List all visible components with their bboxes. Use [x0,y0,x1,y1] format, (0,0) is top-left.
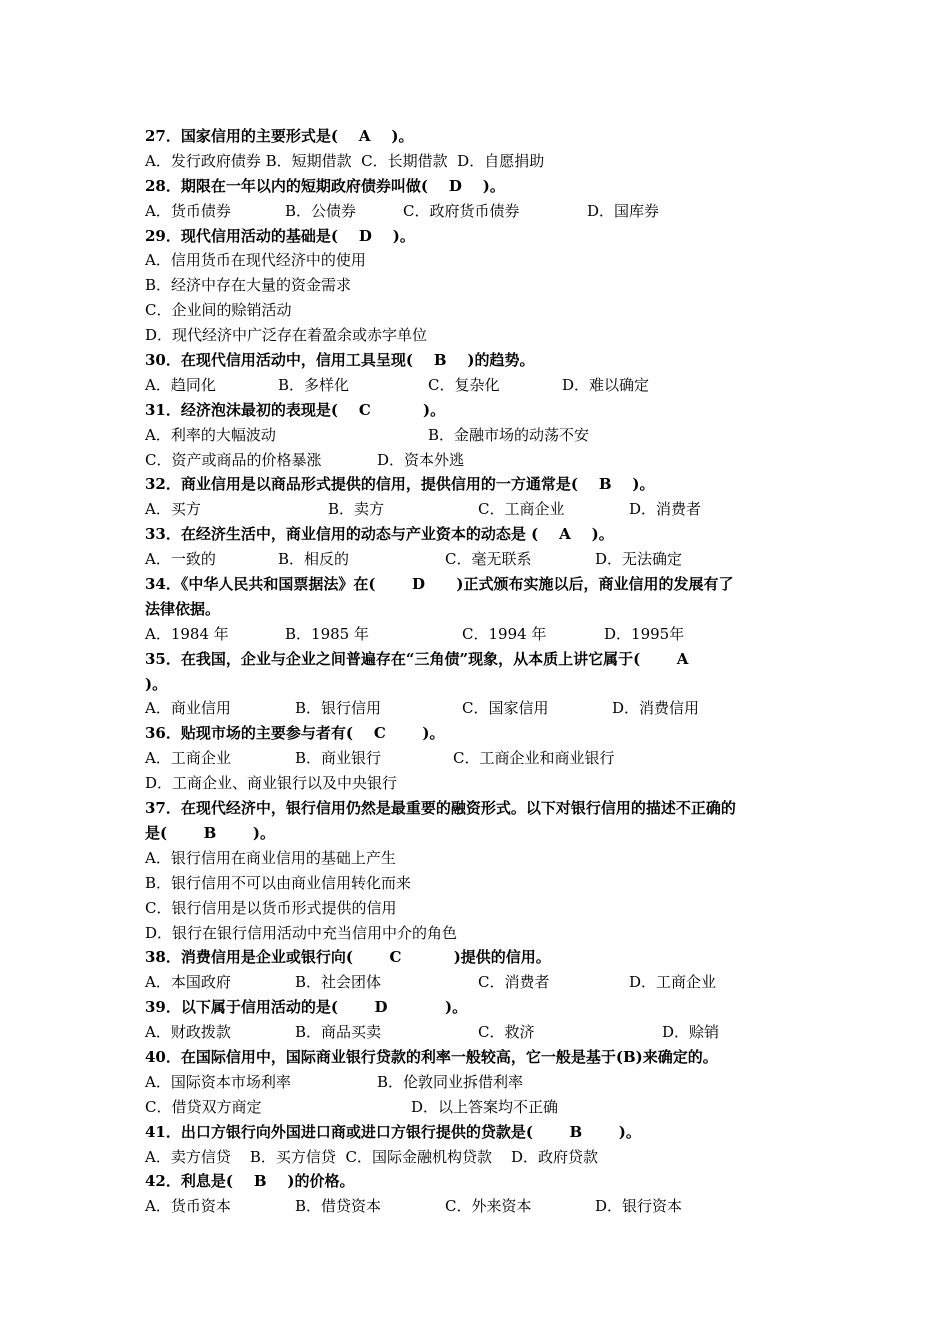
option-row [145,547,825,572]
question-stem: 29．现代信用活动的基础是( D )。 [145,226,415,245]
answer-option: D．资本外逃 [377,450,465,469]
question-stem: 33．在经济生活中，商业信用的动态与产业资本的动态是 ( A )。 [145,525,614,544]
option-row [145,273,825,298]
option-row [145,921,825,946]
answer-option: D．1995年 [604,624,685,643]
option-row [145,896,825,921]
answer-option: B．卖方 [328,500,385,519]
option-row [145,846,825,871]
question-stem: 40．在国际信用中，国际商业银行贷款的利率一般较高，它一般是基于(B)来确定的。 [145,1047,718,1066]
answer-option: D．银行资本 [595,1197,683,1216]
question-stem: 27．国家信用的主要形式是( A )。 [145,127,414,145]
answer-option: A．趋同化 [145,375,216,394]
answer-option: A．财政拨款 [145,1023,231,1042]
question-stem: 38．消费信用是企业或银行向( C )提供的信用。 [145,948,551,967]
answer-option: C．政府货币债券 [403,201,520,220]
answer-option: A．1984 年 [145,624,229,643]
question-stem: 34．《中华人民共和国票据法》在( D )正式颁布实施以后，商业信用的发展有了 [145,575,734,594]
answer-option: D．工商企业、商业银行以及中央银行 [145,774,398,793]
answer-option: A．本国政府 [145,973,231,992]
question-stem: 41．出口方银行向外国进口商或进口方银行提供的贷款是( B )。 [145,1122,641,1141]
answer-option: C．国家信用 [462,699,549,718]
answer-option: C．银行信用是以货币形式提供的信用 [145,898,397,917]
answer-option: A．国际资本市场利率 [145,1072,291,1091]
option-row [145,323,825,348]
answer-option: A．信用货币在现代经济中的使用 [145,251,366,270]
option-row [145,696,825,721]
answer-option: D．赊销 [662,1023,720,1042]
option-row [145,622,825,647]
answer-option: D．现代经济中广泛存在着盈余或赤字单位 [145,326,428,345]
option-row [145,423,825,448]
answer-option: B．银行信用 [295,699,382,718]
answer-option: B．经济中存在大量的资金需求 [145,276,352,295]
answer-option: B．多样化 [278,375,350,394]
answer-option: A．利率的大幅波动 [145,425,276,444]
question-stem: 42．利息是( B )的价格。 [145,1172,355,1191]
answer-option: B．借贷资本 [295,1197,382,1216]
question-stem: 36．贴现市场的主要参与者有( C )。 [145,724,445,743]
answer-option: B．商品买卖 [295,1023,382,1042]
option-row [145,448,825,473]
option-row [145,1194,825,1219]
answer-option: A．货币资本 [145,1197,231,1216]
option-row [145,248,825,273]
answer-option: A．货币债券 [145,201,231,220]
answer-option: A．卖方信贷 B．买方信贷 C．国际金融机构贷款 D．政府贷款 [145,1147,599,1166]
answer-option: B．商业银行 [295,749,382,768]
answer-option: C．毫无联系 [445,550,532,569]
option-row [145,149,825,174]
answer-option: A．买方 [145,500,201,519]
question-stem: 39．以下属于信用活动的是( D )。 [145,998,468,1017]
option-row [145,497,825,522]
option-row [145,871,825,896]
answer-option: C．资产或商品的价格暴涨 [145,450,322,469]
answer-option: B．相反的 [278,550,350,569]
option-row [145,199,825,224]
answer-option: B．1985 年 [285,624,369,643]
option-row [145,970,825,995]
question-stem: )。 [145,674,168,693]
answer-option: C．企业间的赊销活动 [145,301,292,320]
document-page [145,124,825,1219]
option-row [145,1020,825,1045]
option-row [145,1145,825,1170]
answer-option: A．银行信用在商业信用的基础上产生 [145,848,396,867]
answer-option: D．银行在银行信用活动中充当信用中介的角色 [145,923,458,942]
answer-option: B．社会团体 [295,973,382,992]
question-stem: 是( B )。 [145,823,275,842]
answer-option: C．1994 年 [462,624,547,643]
answer-option: D．消费者 [629,500,702,519]
answer-option: D．国库券 [587,201,660,220]
option-row [145,298,825,323]
option-row [145,771,825,796]
answer-option: C．工商企业和商业银行 [453,749,615,768]
answer-option: D．无法确定 [595,550,683,569]
answer-option: A．工商企业 [145,749,231,768]
answer-option: B．伦敦同业拆借利率 [377,1072,524,1091]
option-row [145,1095,825,1120]
answer-option: D．难以确定 [562,375,650,394]
answer-option: A．商业信用 [145,699,231,718]
question-stem: 32．商业信用是以商品形式提供的信用，提供信用的一方通常是( B )。 [145,475,655,494]
option-row [145,373,825,398]
question-stem: 28．期限在一年以内的短期政府债券叫做( D )。 [145,176,505,195]
option-row [145,1070,825,1095]
answer-option: B．公债券 [285,201,357,220]
answer-option: C．消费者 [478,973,550,992]
answer-option: C．借贷双方商定 [145,1097,262,1116]
answer-option: C．复杂化 [428,375,500,394]
answer-option: C．救济 [478,1023,535,1042]
option-row [145,746,825,771]
answer-option: D．以上答案均不正确 [411,1097,559,1116]
answer-option: C．工商企业 [478,500,565,519]
answer-option: B．银行信用不可以由商业信用转化而来 [145,873,412,892]
question-stem: 30．在现代信用活动中，信用工具呈现( B )的趋势。 [145,351,535,370]
question-stem: 31．经济泡沫最初的表现是( C )。 [145,400,446,419]
answer-option: D．工商企业 [629,973,717,992]
question-stem: 法律依据。 [145,599,221,618]
answer-option: A．一致的 [145,550,216,569]
answer-option: D．消费信用 [612,699,700,718]
answer-option: B．金融市场的动荡不安 [428,425,590,444]
question-stem: 37．在现代经济中，银行信用仍然是最重要的融资形式。以下对银行信用的描述不正确的 [145,799,736,818]
answer-option: C．外来资本 [445,1197,532,1216]
question-stem: 35．在我国，企业与企业之间普遍存在“三角债”现象，从本质上讲它属于( A [145,649,689,668]
answer-option: A．发行政府债券 B．短期借款 C．长期借款 D．自愿捐助 [145,151,545,170]
